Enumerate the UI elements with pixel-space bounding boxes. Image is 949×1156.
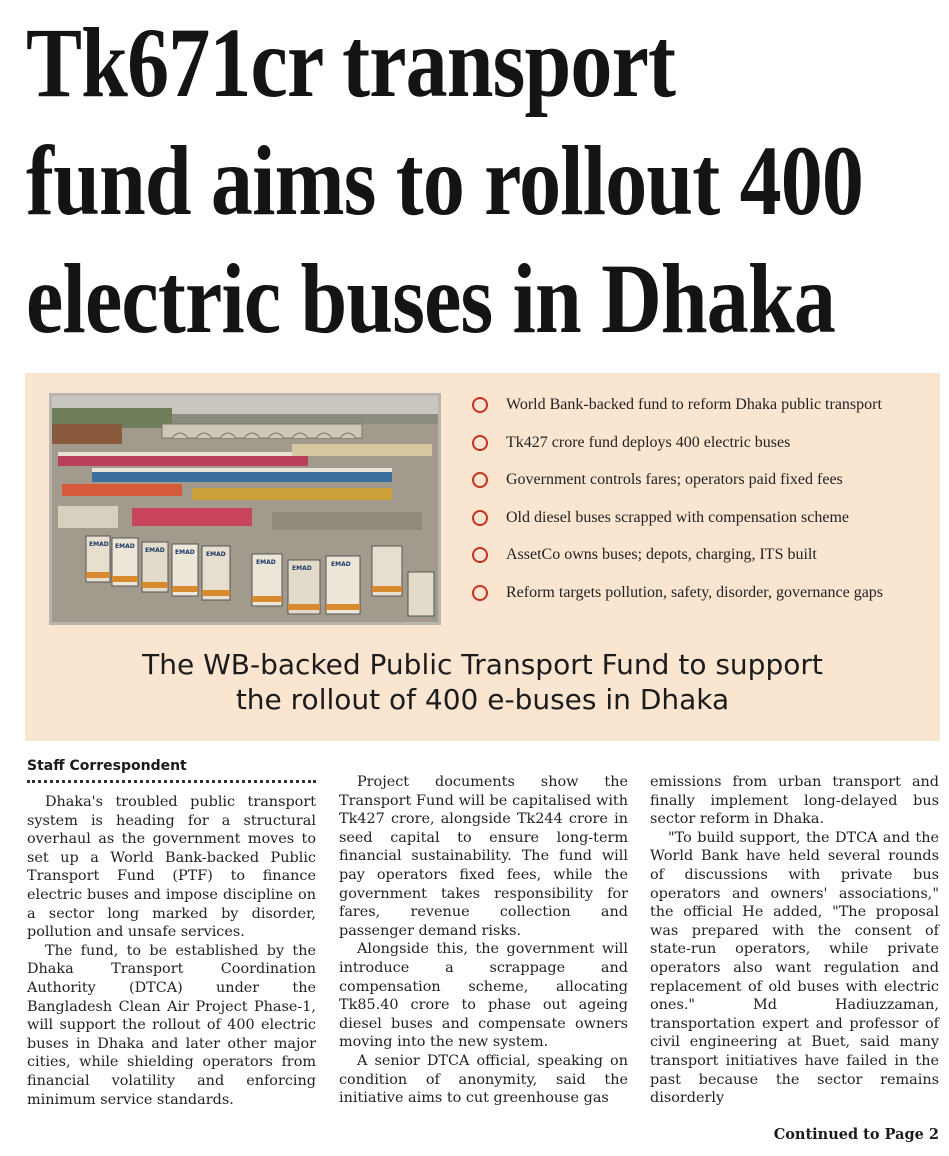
highlights-list bbox=[472, 395, 942, 620]
caption-line-2: the rollout of 400 e-buses in Dhaka bbox=[235, 683, 730, 716]
highlight-item bbox=[472, 583, 942, 621]
bus-label: EMAD bbox=[175, 549, 195, 556]
bus-depot-illustration bbox=[52, 396, 438, 622]
continued-link[interactable]: Continued to Page 2 bbox=[773, 1126, 939, 1143]
highlight-text: Tk427 crore fund deploys 400 electric buses bbox=[506, 433, 791, 451]
bus-label: EMAD bbox=[256, 559, 276, 566]
bus-label: EMAD bbox=[206, 551, 226, 558]
highlight-text: World Bank-backed fund to reform Dhaka public transport bbox=[506, 396, 882, 413]
headline-line-2: fund aims to rollout 400 bbox=[26, 125, 864, 236]
circle-bullet-icon bbox=[472, 472, 488, 488]
paragraph: A senior DTCA official, speaking on condition of anonymity, said the initiative aims to cut greenhouse gas bbox=[339, 1052, 628, 1107]
headline bbox=[26, 4, 864, 358]
paragraph: "To build support, the DTCA and the World Bank have held several rounds of discussions with private bus operators and owners' associations," the official He added, "The proposal was prepared with the consent of state-run operators, while private operators also want regulation and replacement of old buses with electric ones." Md Hadiuzzaman, transportation expert and professor of civil engineering at Buet, said many transport initiatives have failed in the past because the sector remains disorderly bbox=[650, 829, 939, 1107]
highlight-text: Government controls fares; operators paid fixed fees bbox=[506, 471, 843, 488]
paragraph: The fund, to be established by the Dhaka Transport Coordination Authority (DTCA) under the Bangladesh Clean Air Project Phase-1, will support the rollout of 400 electric buses in Dhaka and later other major cities, while shielding operators from financial volatility and enforcing minimum service standards. bbox=[27, 942, 316, 1108]
circle-bullet-icon bbox=[472, 547, 488, 563]
caption-line-1: The WB-backed Public Transport Fund to support bbox=[142, 648, 823, 681]
bus-label: EMAD bbox=[331, 561, 351, 568]
article-column-3 bbox=[650, 773, 939, 1108]
article-column-1 bbox=[27, 793, 316, 1109]
paragraph: Project documents show the Transport Fund will be capitalised with Tk427 crore, alongside Tk244 crore in seed capital to ensure long-term financial sustainability. The fund will pay operators fixed fees, while the government takes responsibility for fares, revenue collection and passenger demand risks. bbox=[339, 774, 628, 939]
highlight-item bbox=[472, 545, 942, 583]
headline-line-3: electric buses in Dhaka bbox=[26, 243, 835, 354]
circle-bullet-icon bbox=[472, 397, 488, 413]
highlight-item bbox=[472, 470, 942, 508]
highlight-text: Reform targets pollution, safety, disorder, governance gaps bbox=[506, 583, 884, 601]
headline-line-1: Tk671cr transport bbox=[26, 7, 676, 118]
bus-label: EMAD bbox=[145, 547, 165, 554]
byline-divider bbox=[27, 780, 316, 783]
bus-label: EMAD bbox=[115, 543, 135, 550]
highlight-item bbox=[472, 433, 942, 471]
highlight-item bbox=[472, 395, 942, 433]
byline: Staff Correspondent bbox=[27, 758, 187, 774]
circle-bullet-icon bbox=[472, 435, 488, 451]
bus-label: EMAD bbox=[292, 565, 312, 572]
highlight-item bbox=[472, 508, 942, 546]
highlight-text: Old diesel buses scrapped with compensation scheme bbox=[506, 508, 850, 526]
highlights-box bbox=[25, 373, 940, 741]
bus-label: EMAD bbox=[89, 541, 109, 548]
paragraph: Alongside this, the government will introduce a scrappage and compensation scheme, allocating Tk85.40 crore to phase out ageing diesel buses and compensate owners moving into the new system. bbox=[339, 941, 628, 1051]
circle-bullet-icon bbox=[472, 585, 488, 601]
circle-bullet-icon bbox=[472, 510, 488, 526]
article-column-2 bbox=[339, 773, 628, 1108]
highlight-text: AssetCo owns buses; depots, charging, ITS built bbox=[506, 546, 817, 563]
photo-caption bbox=[65, 647, 900, 717]
bus-depot-photo bbox=[49, 393, 441, 625]
paragraph: emissions from urban transport and finally implement long-delayed bus sector reform in Dhaka. bbox=[650, 774, 939, 828]
paragraph: Dhaka's troubled public transport system is heading for a structural overhaul as the government moves to set up a World Bank-backed Public Transport Fund (PTF) to finance electric buses and impose discipline on a sector long marked by disorder, pollution and unsafe services. bbox=[27, 794, 316, 941]
